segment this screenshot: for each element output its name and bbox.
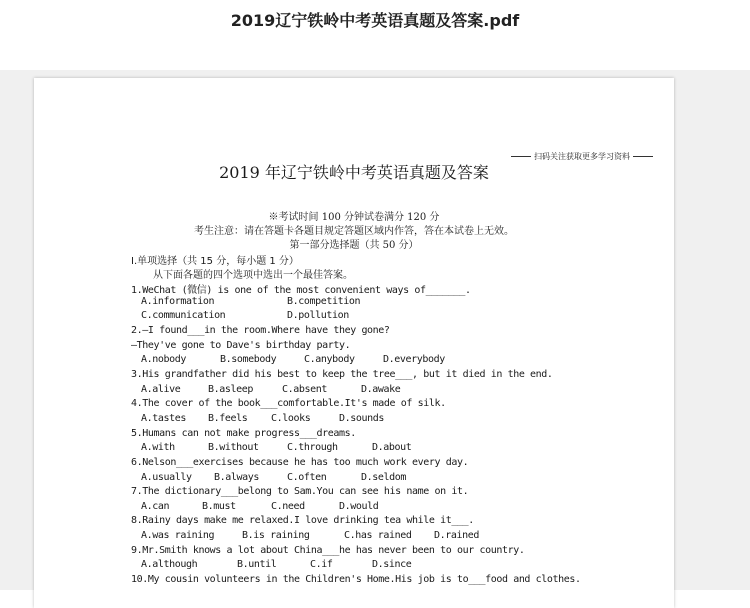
option: B.competition xyxy=(287,296,361,307)
paper-title: 2019 年辽宁铁岭中考英语真题及答案 xyxy=(219,163,489,182)
option: C.anybody xyxy=(304,354,355,365)
question-2: 2.—I found___in the room.Where have they gone? xyxy=(131,325,390,336)
option: C.communication xyxy=(141,310,226,321)
question-6: 6.Nelson___exercises because he has too much work every day. xyxy=(131,457,469,468)
option: C.absent xyxy=(282,384,327,395)
question-3: 3.His grandfather did his best to keep the tree___, but it died in the end. xyxy=(131,369,553,380)
option: B.somebody xyxy=(220,354,277,365)
option: C.often xyxy=(287,472,327,483)
option: A.tastes xyxy=(141,413,186,424)
question-10: 10.My cousin volunteers in the Children's Home.His job is to___food and clothes. xyxy=(131,574,581,585)
option: B.feels xyxy=(208,413,248,424)
question-7: 7.The dictionary___belong to Sam.You can see his name on it. xyxy=(131,486,469,497)
option: A.although xyxy=(141,559,198,570)
left-dash xyxy=(511,156,531,157)
promo-text: 扫码关注获取更多学习资料 xyxy=(534,152,630,161)
option: B.always xyxy=(214,472,259,483)
option: B.is raining xyxy=(242,530,310,541)
option: D.sounds xyxy=(339,413,384,424)
question-4: 4.The cover of the book___comfortable.It's made of silk. xyxy=(131,398,446,409)
option: D.about xyxy=(372,442,412,453)
option: A.nobody xyxy=(141,354,186,365)
option: C.if xyxy=(310,559,333,570)
question-1: 1.WeChat (微信) is one of the most convenient ways of_______. xyxy=(131,285,471,296)
option: B.must xyxy=(202,501,236,512)
option: D.rained xyxy=(434,530,479,541)
option: D.seldom xyxy=(361,472,406,483)
question-5: 5.Humans can not make progress___dreams. xyxy=(131,428,356,439)
part-heading: 第一部分选择题（共 50 分） xyxy=(289,240,419,251)
notice: 考生注意：请在答题卡各题目规定答题区域内作答，答在本试卷上无效。 xyxy=(194,226,514,237)
option: A.information xyxy=(141,296,215,307)
option: D.everybody xyxy=(383,354,445,365)
option: A.alive xyxy=(141,384,181,395)
instruction: 从下面各题的四个选项中选出一个最佳答案。 xyxy=(153,270,353,281)
pdf-page xyxy=(34,78,674,608)
option: D.awake xyxy=(361,384,401,395)
option: D.since xyxy=(372,559,412,570)
right-dash xyxy=(633,156,653,157)
option: A.was raining xyxy=(141,530,215,541)
option: B.without xyxy=(208,442,259,453)
question-8: 8.Rainy days make me relaxed.I love drinking tea while it___. xyxy=(131,515,474,526)
question-2-reply: —They've gone to Dave's birthday party. xyxy=(131,340,351,351)
option: D.would xyxy=(339,501,379,512)
option: A.usually xyxy=(141,472,192,483)
viewer-header xyxy=(0,0,750,70)
section-heading: I.单项选择（共 15 分，每小题 1 分） xyxy=(131,256,299,267)
option: C.need xyxy=(271,501,305,512)
option: D.pollution xyxy=(287,310,349,321)
option: C.looks xyxy=(271,413,311,424)
option: A.with xyxy=(141,442,175,453)
file-title: 2019辽宁铁岭中考英语真题及答案.pdf xyxy=(230,11,520,30)
option: A.can xyxy=(141,501,170,512)
option: C.has rained xyxy=(344,530,412,541)
option: B.asleep xyxy=(208,384,253,395)
option: B.until xyxy=(237,559,277,570)
question-9: 9.Mr.Smith knows a lot about China___he has never been to our country. xyxy=(131,545,525,556)
option: C.through xyxy=(287,442,338,453)
exam-info: ※考试时间 100 分钟试卷满分 120 分 xyxy=(268,212,440,223)
